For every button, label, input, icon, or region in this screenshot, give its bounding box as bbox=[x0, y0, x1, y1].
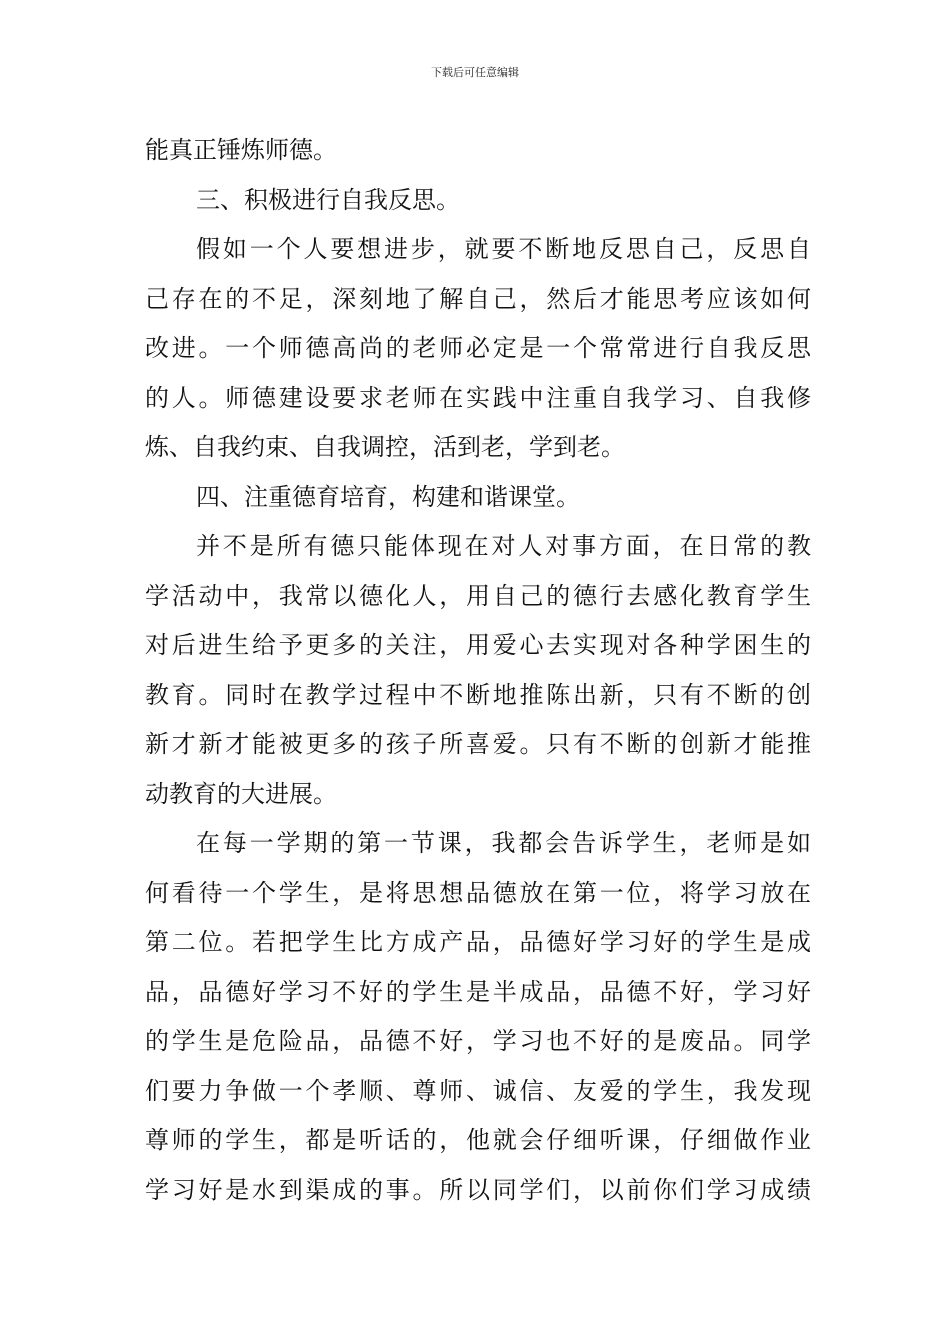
text-line: 己存在的不足，深刻地了解自己，然后才能思考应该如何 bbox=[145, 284, 811, 313]
text-line: 能真正锤炼师德。 bbox=[145, 136, 337, 164]
text-line: 新才新才能被更多的孩子所喜爱。只有不断的创新才能推 bbox=[145, 730, 811, 758]
text-line: 的人。师德建设要求老师在实践中注重自我学习、自我修 bbox=[145, 383, 811, 412]
text-line: 在每一学期的第一节课，我都会告诉学生，老师是如 bbox=[196, 829, 811, 857]
page-header: 下载后可任意编辑 bbox=[431, 66, 519, 79]
text-line: 们要力争做一个孝顺、尊师、诚信、友爱的学生，我发现 bbox=[145, 1076, 811, 1105]
text-line: 教育。同时在教学过程中不断地推陈出新，只有不断的创 bbox=[145, 680, 811, 709]
text-line: 第二位。若把学生比方成产品，品德好学习好的学生是成 bbox=[145, 928, 811, 956]
text-line: 三、积极进行自我反思。 bbox=[196, 185, 460, 214]
document-body bbox=[145, 126, 811, 1215]
text-line: 何看待一个学生，是将思想品德放在第一位，将学习放在 bbox=[145, 878, 811, 907]
text-line: 尊师的学生，都是听话的，他就会仔细听课，仔细做作业 bbox=[145, 1126, 811, 1154]
text-line: 学习好是水到渠成的事。所以同学们，以前你们学习成绩 bbox=[145, 1175, 811, 1204]
text-line: 品，品德好学习不好的学生是半成品，品德不好，学习好 bbox=[145, 977, 811, 1006]
text-line: 四、注重德育培育，构建和谐课堂。 bbox=[196, 482, 580, 511]
text-line: 学活动中，我常以德化人，用自己的德行去感化教育学生 bbox=[145, 581, 811, 610]
text-line: 炼、自我约束、自我调控，活到老，学到老。 bbox=[145, 433, 625, 461]
text-line: 的学生是危险品，品德不好，学习也不好的是废品。同学 bbox=[145, 1027, 811, 1055]
text-line: 动教育的大进展。 bbox=[145, 779, 337, 808]
text-line: 对后进生给予更多的关注，用爱心去实现对各种学困生的 bbox=[145, 631, 811, 659]
text-line: 改进。一个师德高尚的老师必定是一个常常进行自我反思 bbox=[145, 334, 811, 362]
text-line: 假如一个人要想进步，就要不断地反思自己，反思自 bbox=[196, 235, 811, 263]
text-line: 并不是所有德只能体现在对人对事方面，在日常的教 bbox=[196, 532, 811, 560]
